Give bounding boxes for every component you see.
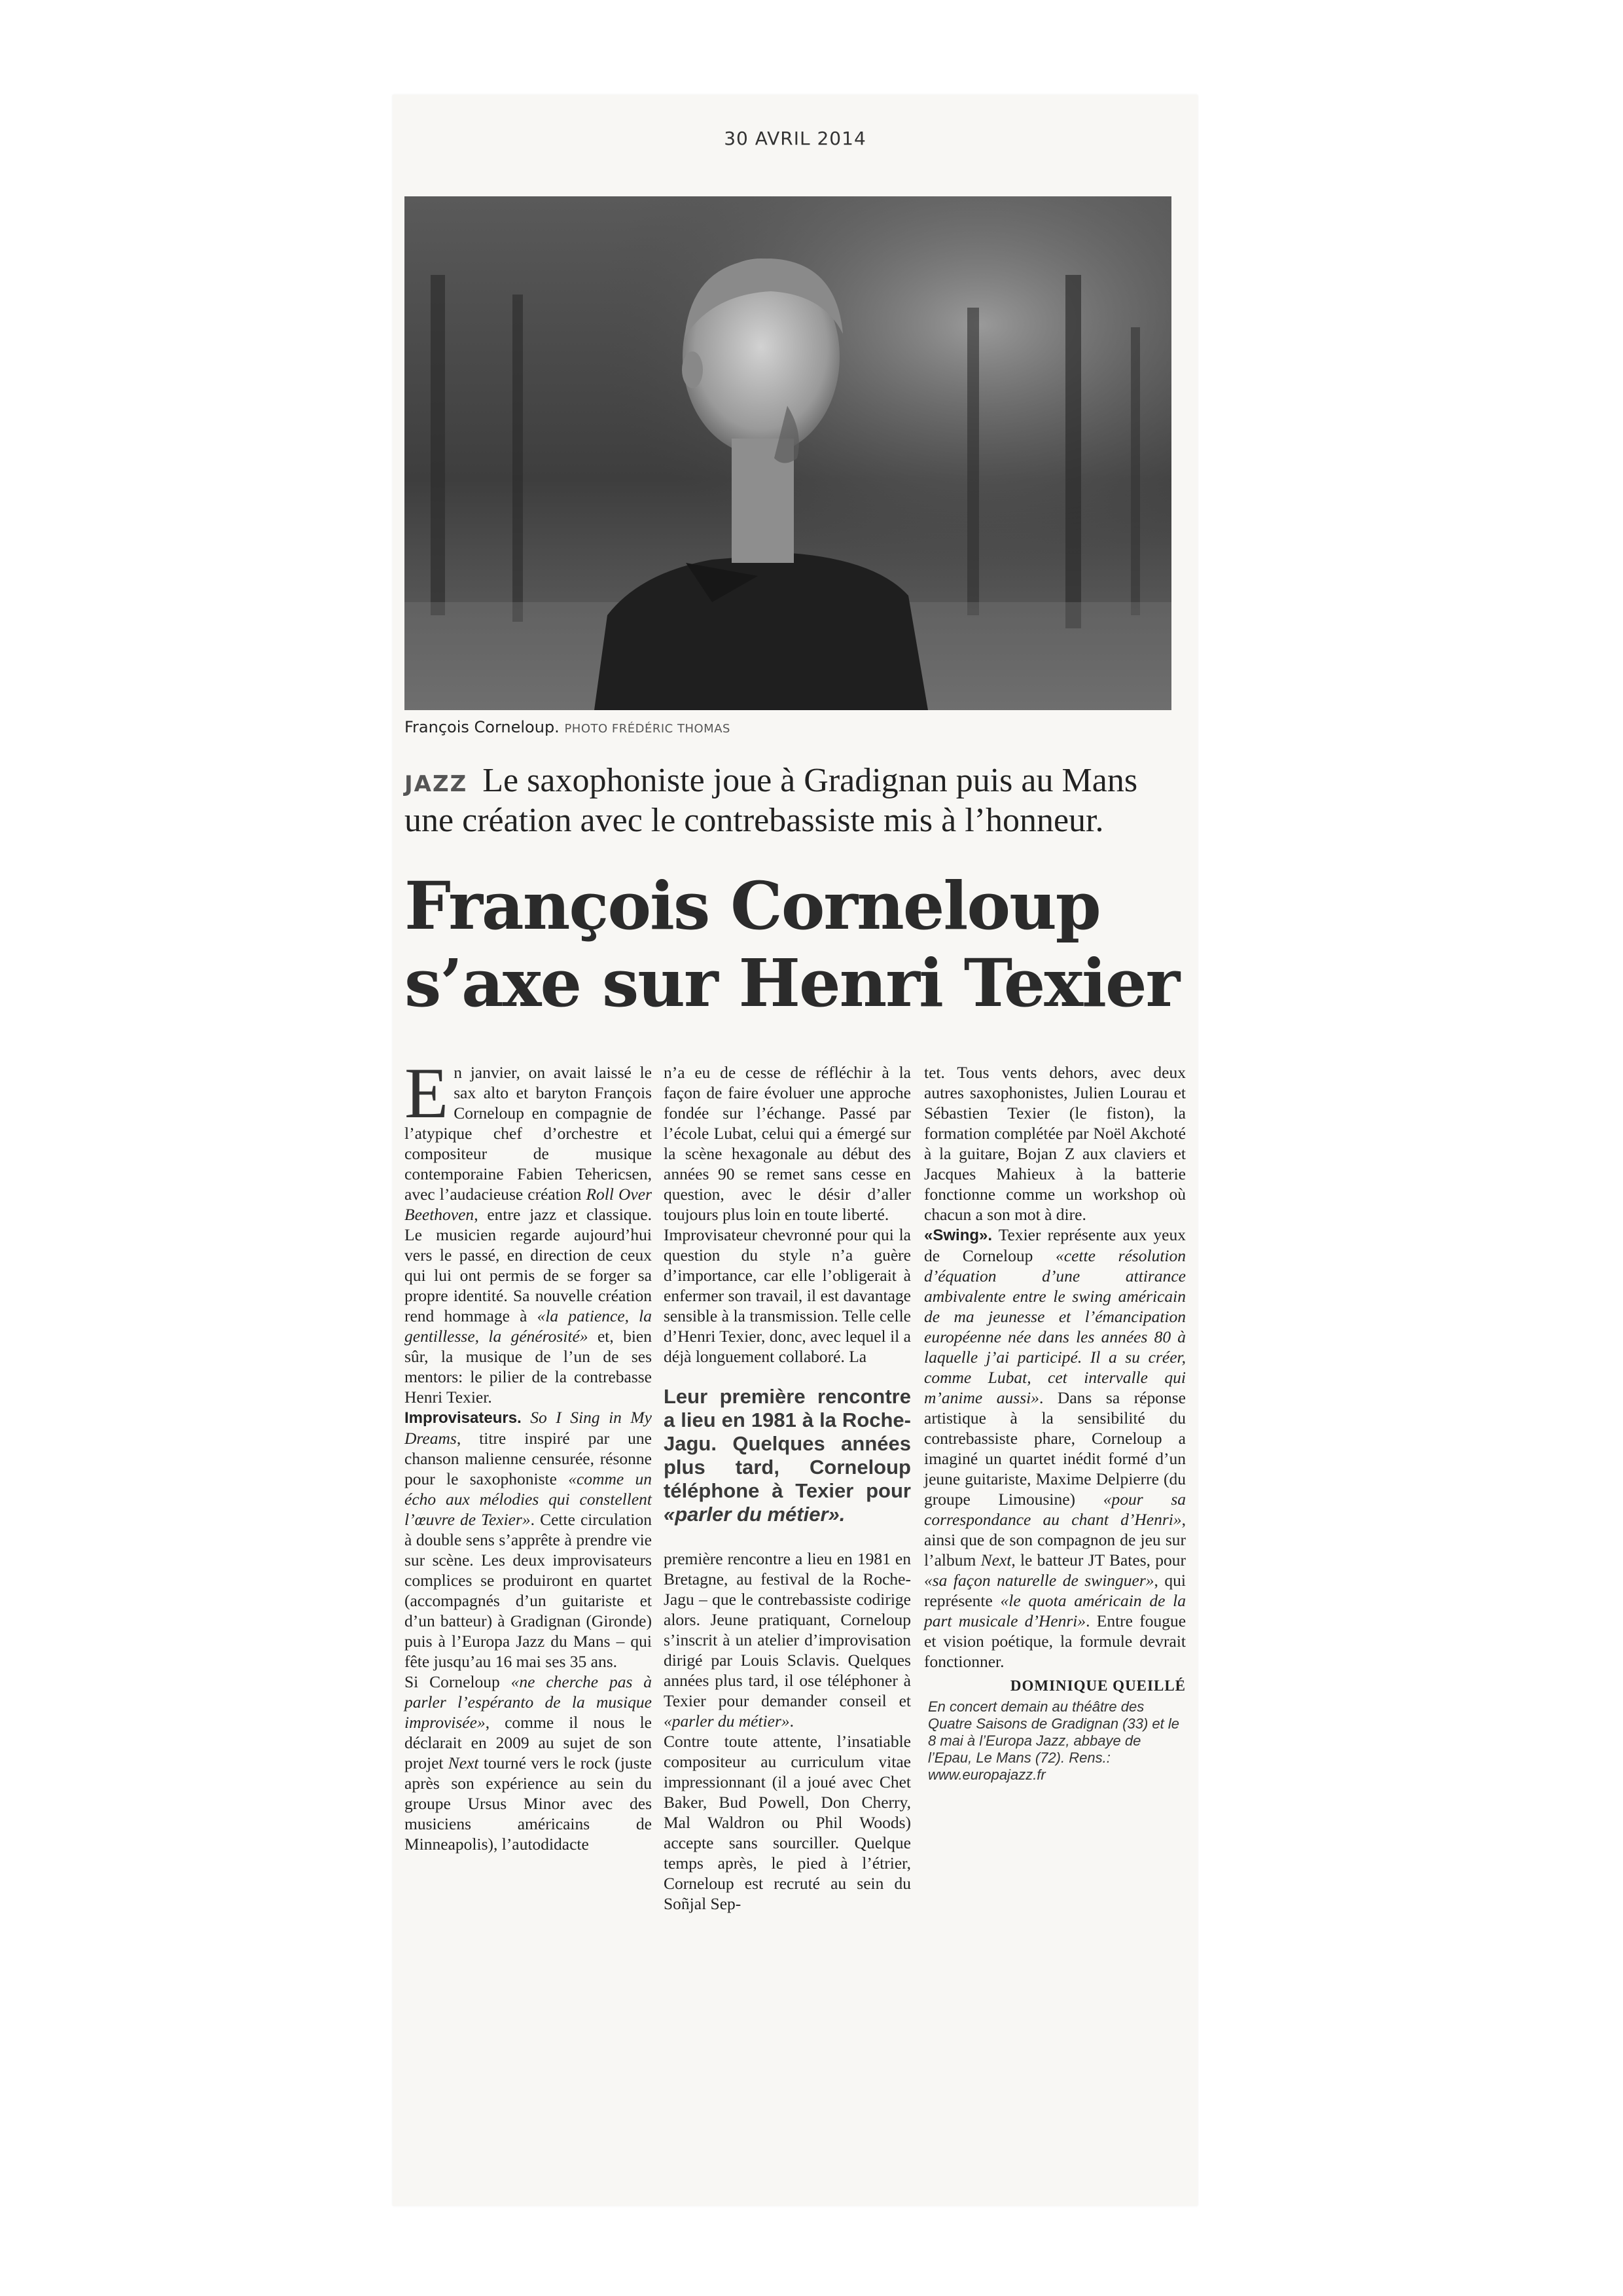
portrait-photo (404, 196, 1171, 710)
text-run: , le batteur JT Bates, pour (1011, 1551, 1186, 1570)
subhead: «Swing». (924, 1227, 993, 1244)
text-run: , titre inspiré par une chanson malienne censurée, résonne pour le saxophoniste (404, 1429, 652, 1488)
paragraph (404, 1407, 652, 1672)
article-column-1 (404, 1053, 652, 1854)
text-run-italic: «le quota américain de la part musicale d’Henri» (924, 1591, 1186, 1630)
text-run: . Entre fougue et vision poétique, la formule devrait fonctionner. (924, 1611, 1186, 1671)
text-run-italic: «pour sa correspondance au chant d’Henri» (924, 1490, 1186, 1529)
text-run: tourné vers le rock (juste après son expérience au sein du groupe Ursus Minor avec des musiciens américains de Minneapolis), l’autodidacte (404, 1753, 652, 1854)
author-signature: DOMINIQUE QUEILLÉ (1010, 1677, 1186, 1694)
text-run: Texier représente aux yeux de Corneloup (924, 1225, 1186, 1265)
drop-cap: E (404, 1053, 449, 1133)
paragraph (924, 1225, 1186, 1672)
headline-line-1: François Corneloup (404, 867, 1100, 944)
text-run-italic: «la patience, la gentillesse, la générosité» (404, 1306, 652, 1346)
article-column-3 (924, 1062, 1186, 1784)
text-run-italic: «comme un écho aux mélodies qui constellent l’œuvre de Texier» (404, 1469, 652, 1529)
pull-quote-text: Leur première rencontre a lieu en 1981 à la Roche-Jagu. Quelques années plus tard, Corneloup téléphone à Texier pour (664, 1385, 911, 1502)
paragraph (404, 1053, 652, 1407)
text-run-italic: «cette résolution d’équation d’une attirance ambivalente entre le swing américain de ma jeunesse et l’émancipation européenne née dans les années 80 à laquelle j’ai participé. Il a su créer, comme Lubat, cet intervalle qui m’anime aussi» (924, 1246, 1186, 1407)
newspaper-clipping (393, 95, 1198, 2206)
concert-info: En concert demain au théâtre des Quatre Saisons de Gradignan (33) et le 8 mai à l’Europa Jazz, abbaye de l’Epau, Le Mans (72). Rens.: www.europajazz.fr (928, 1698, 1180, 1783)
text-run: , qui représente (924, 1571, 1186, 1610)
subhead: Improvisateurs. (404, 1409, 522, 1427)
text-run-italic: «parler du métier» (664, 1712, 790, 1731)
text-run-italic: Roll Over Beethoven (404, 1185, 652, 1224)
kicker-text: Le saxophoniste joue à Gradignan puis au Mans une création avec le contrebassiste mis à l’honneur. (404, 762, 1138, 839)
paragraph: Improvisateur chevronné pour qui la question du style n’a guère d’importance, car elle l’obligerait à enfermer son travail, il est davantage sensible à la transmission. Telle celle d’Henri Texier, donc, avec lequel il a déjà longuement collaboré. La (664, 1225, 911, 1366)
caption-credit: PHOTO FRÉDÉRIC THOMAS (564, 722, 730, 736)
headline (404, 867, 1183, 1022)
paragraph: n’a eu de cesse de réfléchir à la façon de faire évoluer une approche fondée sur l’échange. Passé par l’école Lubat, celui qui a émergé sur la scène hexagonale au début des années 90 se remet sans cesse en question, avec le désir d’aller toujours plus loin en toute liberté. (664, 1063, 911, 1224)
text-run: , ainsi que de son compagnon de jeu sur l’album (924, 1510, 1186, 1570)
kicker (404, 762, 1177, 839)
text-run: Si Corneloup (404, 1672, 511, 1691)
article-column-2 (664, 1062, 911, 1914)
paragraph (404, 1672, 652, 1854)
text-run: , comme il nous le déclarait en 2009 au sujet de son projet (404, 1713, 652, 1772)
text-run-italic: So I Sing in My Dreams (404, 1408, 652, 1448)
text-run: . Dans sa réponse artistique à la sensibilité du contrebassiste phare, Corneloup a imaginé un quartet inédit formé d’un jeune guitariste, Maxime Delpierre (du groupe Limousine) (924, 1388, 1186, 1509)
text-run-italic: «sa façon naturelle de swinguer» (924, 1571, 1154, 1590)
paragraph: Contre toute attente, l’insatiable compositeur au curriculum vitae impressionnant (il a joué avec Chet Baker, Bud Powell, Don Cherry, Mal Waldron ou Phil Woods) accepte sans sourciller. Quelque temps après, le pied à l’étrier, Corneloup est recruté au sein du Soñjal Sep- (664, 1732, 911, 1913)
headline-line-2: s’axe sur Henri Texier (404, 944, 1179, 1022)
pull-quote-text-italic: «parler du métier». (664, 1503, 846, 1526)
caption-name: François Corneloup. (404, 718, 560, 736)
paragraph (664, 1549, 911, 1731)
pull-quote (664, 1385, 911, 1526)
text-run: . Cette circulation à double sens s’apprête à prendre vie sur scène. Les deux improvisateurs complices se produiront en quartet (accompagnés d’un guitariste et d’un batteur) à Gradignan (Gironde) puis à l’Europa Jazz du Mans – qui fête jusqu’au 16 mai ses 35 ans. (404, 1510, 652, 1671)
text-run: première rencontre a lieu en 1981 en Bretagne, au festival de la Roche-Jagu – que le contrebassiste codirige alors. Jeune pratiquant, Corneloup s’inscrit à un atelier d’improvisation dirigé par Louis Sclavis. Quelques années plus tard, il ose téléphoner à Texier pour demander conseil et (664, 1549, 911, 1710)
section-tag: JAZZ (404, 771, 468, 797)
text-run-italic: «ne cherche pas à parler l’espéranto de la musique improvisée» (404, 1672, 652, 1732)
publication-date: 30 AVRIL 2014 (724, 128, 866, 149)
text-run: et, bien sûr, la musique de l’un de ses mentors: le pilier de la contrebasse Henri Texier. (404, 1327, 652, 1407)
text-run: , entre jazz et classique. Le musicien regarde aujourd’hui vers le passé, en direction de ceux qui lui ont permis de se forger sa propre identité. Sa nouvelle création rend hommage à (404, 1205, 652, 1325)
paragraph: tet. Tous vents dehors, avec deux autres saxophonistes, Julien Lourau et Sébastien Texier (le fiston), la formation complétée par Noël Akchoté à la guitare, Bojan Z aux claviers et Jacques Mahieux à la batterie fonctionne comme un workshop où chacun a son mot à dire. (924, 1063, 1186, 1224)
text-run: n janvier, on avait laissé le sax alto et baryton François Corneloup en compagnie de l’atypique chef d’orchestre et compositeur de musique contemporaine Fabien Tehericsen, avec l’audacieuse création (404, 1063, 652, 1204)
photo-caption (404, 718, 1171, 736)
text-run-italic: Next (448, 1753, 479, 1772)
text-run-italic: Next (980, 1551, 1012, 1570)
portrait-photo-image (404, 196, 1171, 710)
text-run: . (789, 1712, 794, 1731)
